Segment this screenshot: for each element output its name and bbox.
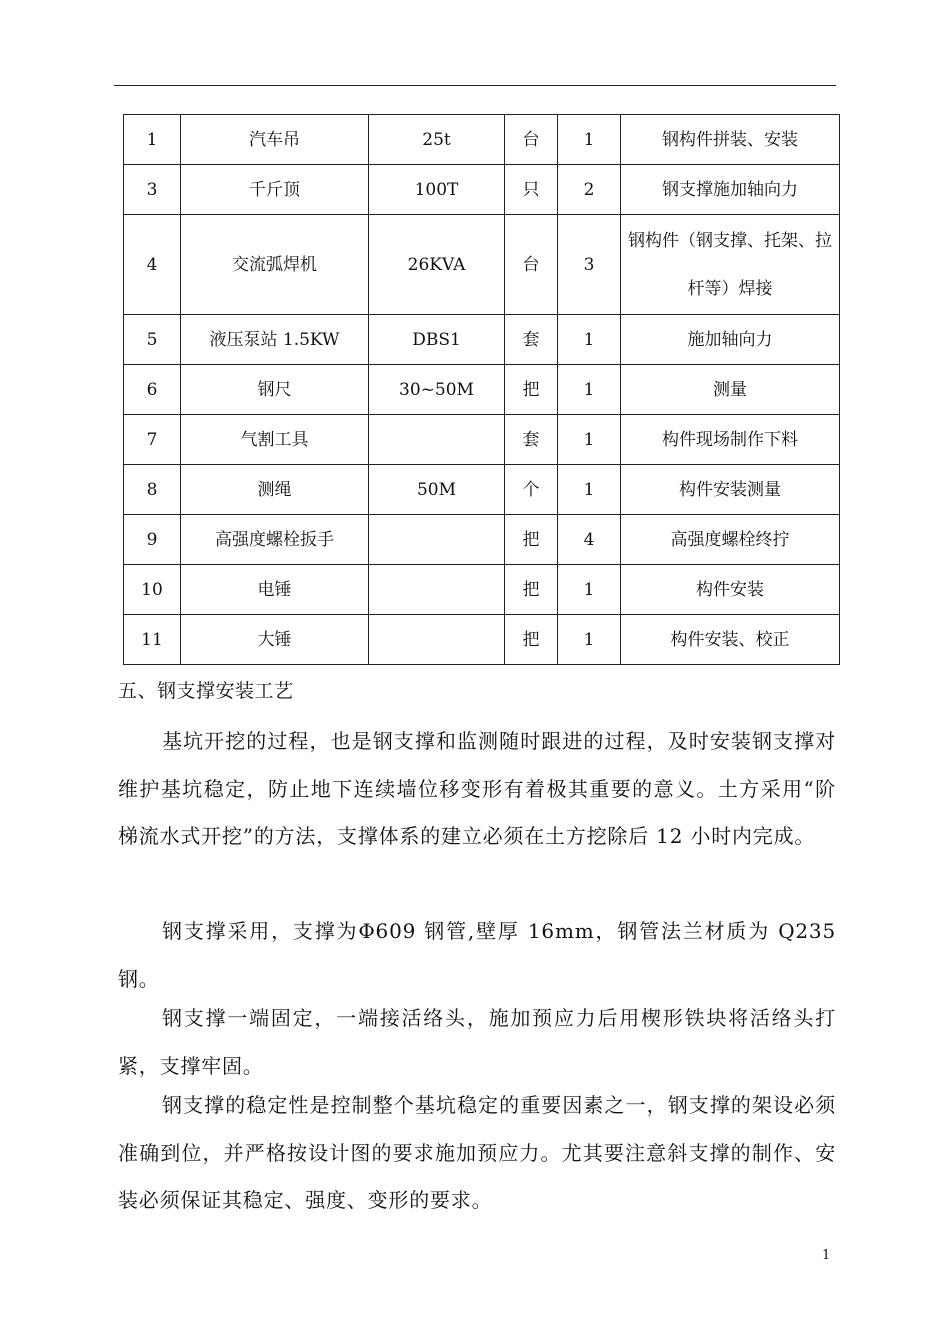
cell-qty: 2 [558, 165, 621, 215]
cell-qty: 1 [558, 365, 621, 415]
cell-qty: 1 [558, 315, 621, 365]
cell-unit: 个 [505, 465, 558, 515]
table-row [124, 565, 840, 615]
cell-spec [369, 415, 505, 465]
paragraph: 钢支撑一端固定，一端接活络头，施加预应力后用楔形铁块将活络头打紧，支撑牢固。 [118, 1006, 836, 1078]
cell-name: 测绳 [181, 465, 369, 515]
cell-name: 千斤顶 [181, 165, 369, 215]
cell-spec: 100T [369, 165, 505, 215]
cell-no: 8 [124, 465, 181, 515]
cell-spec [369, 515, 505, 565]
cell-spec: 50M [369, 465, 505, 515]
cell-use: 构件安装、校正 [621, 615, 840, 665]
cell-spec [369, 615, 505, 665]
table-row [124, 165, 840, 215]
cell-name: 交流弧焊机 [181, 215, 369, 315]
cell-unit: 套 [505, 315, 558, 365]
paragraph: 基坑开挖的过程，也是钢支撑和监测随时跟进的过程，及时安装钢支撑对维护基坑稳定，防止地下连续墙位移变形有着极其重要的意义。土方采用“阶梯流水式开挖”的方法，支撑体系的建立必须在土方挖除后 12 小时内完成。 [118, 729, 836, 848]
cell-use: 构件安装测量 [621, 465, 840, 515]
cell-use: 测量 [621, 365, 840, 415]
cell-no: 3 [124, 165, 181, 215]
cell-use: 构件安装 [621, 565, 840, 615]
table-row [124, 515, 840, 565]
cell-no: 9 [124, 515, 181, 565]
cell-no: 11 [124, 615, 181, 665]
cell-use: 钢构件拼装、安装 [621, 115, 840, 165]
cell-no: 7 [124, 415, 181, 465]
cell-use: 构件现场制作下料 [621, 415, 840, 465]
cell-unit: 把 [505, 365, 558, 415]
cell-no: 4 [124, 215, 181, 315]
cell-qty: 4 [558, 515, 621, 565]
table-row [124, 315, 840, 365]
cell-use: 高强度螺栓终拧 [621, 515, 840, 565]
page-number: 1 [822, 1248, 831, 1263]
table-row [124, 465, 840, 515]
cell-name: 气割工具 [181, 415, 369, 465]
cell-qty: 1 [558, 465, 621, 515]
cell-name: 汽车吊 [181, 115, 369, 165]
cell-no: 1 [124, 115, 181, 165]
cell-qty: 1 [558, 615, 621, 665]
cell-no: 5 [124, 315, 181, 365]
cell-no: 6 [124, 365, 181, 415]
cell-spec [369, 565, 505, 615]
paragraph: 钢支撑采用，支撑为Φ609 钢管,壁厚 16mm，钢管法兰材质为 Q235 钢。 [118, 919, 836, 991]
table-row [124, 365, 840, 415]
cell-name: 大锤 [181, 615, 369, 665]
header-rule [114, 85, 836, 86]
cell-qty: 1 [558, 115, 621, 165]
cell-unit: 台 [505, 115, 558, 165]
table-row [124, 615, 840, 665]
cell-name: 钢尺 [181, 365, 369, 415]
paragraph: 钢支撑的稳定性是控制整个基坑稳定的重要因素之一，钢支撑的架设必须准确到位，并严格按设计图的要求施加预应力。尤其要注意斜支撑的制作、安装必须保证其稳定、强度、变形的要求。 [118, 1093, 836, 1212]
cell-name: 电锤 [181, 565, 369, 615]
cell-name: 高强度螺栓扳手 [181, 515, 369, 565]
cell-name: 液压泵站 1.5KW [181, 315, 369, 365]
table-row [124, 215, 840, 315]
cell-spec: 30~50M [369, 365, 505, 415]
cell-no: 10 [124, 565, 181, 615]
cell-unit: 把 [505, 565, 558, 615]
cell-unit: 台 [505, 215, 558, 315]
cell-qty: 1 [558, 415, 621, 465]
cell-unit: 把 [505, 615, 558, 665]
cell-qty: 3 [558, 215, 621, 315]
cell-use: 钢支撑施加轴向力 [621, 165, 840, 215]
cell-unit: 把 [505, 515, 558, 565]
cell-use: 钢构件（钢支撑、托架、拉杆等）焊接 [621, 215, 840, 315]
equipment-table [123, 114, 840, 665]
cell-qty: 1 [558, 565, 621, 615]
table-row [124, 415, 840, 465]
cell-spec: 25t [369, 115, 505, 165]
cell-spec: DBS1 [369, 315, 505, 365]
section-heading: 五、钢支撑安装工艺 [118, 680, 294, 702]
cell-unit: 套 [505, 415, 558, 465]
cell-use: 施加轴向力 [621, 315, 840, 365]
cell-unit: 只 [505, 165, 558, 215]
table-row [124, 115, 840, 165]
cell-spec: 26KVA [369, 215, 505, 315]
